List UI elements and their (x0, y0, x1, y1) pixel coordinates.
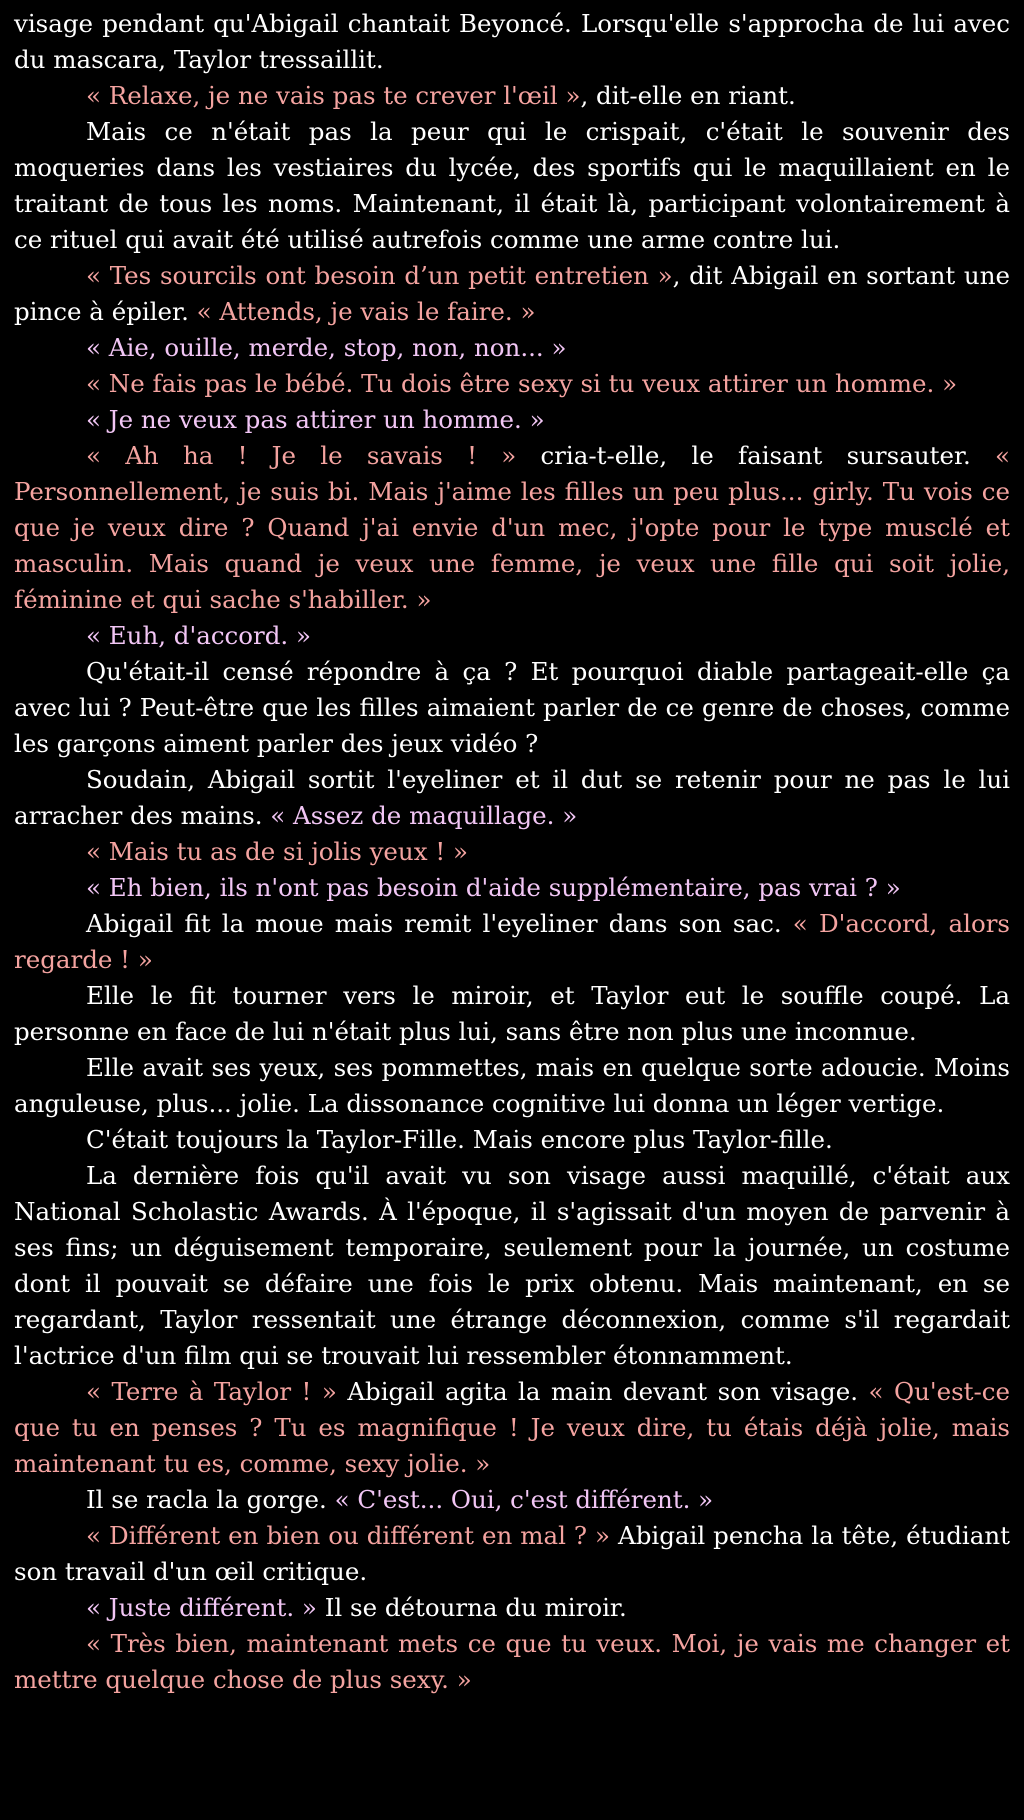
abigail-dialogue: « Attends, je vais le faire. » (196, 297, 536, 326)
abigail-dialogue: « Mais tu as de si jolis yeux ! » (86, 837, 468, 866)
paragraph (14, 6, 1010, 78)
paragraph (14, 978, 1010, 1050)
paragraph (14, 834, 1010, 870)
paragraph (14, 258, 1010, 330)
narration-text: visage pendant qu'Abigail chantait Beyoncé. Lorsqu'elle s'approcha de lui avec du mascara, Taylor tressaillit. (14, 9, 1010, 74)
paragraph (14, 1518, 1010, 1590)
narration-text: , dit-elle en riant. (580, 81, 796, 110)
narration-text: Abigail pencha la tête, étudiant son travail d'un œil critique. (14, 1521, 1010, 1586)
narration-text: C'était toujours la Taylor-Fille. Mais encore plus Taylor-fille. (86, 1125, 833, 1154)
taylor-dialogue: « C'est... Oui, c'est différent. » (334, 1485, 714, 1514)
paragraph (14, 438, 1010, 618)
narration-text: Elle avait ses yeux, ses pommettes, mais en quelque sorte adoucie. Moins anguleuse, plus... jolie. La dissonance cognitive lui donna un léger vertige. (14, 1053, 1010, 1118)
abigail-dialogue: « Très bien, maintenant mets ce que tu veux. Moi, je vais me changer et mettre quelque chose de plus sexy. » (14, 1629, 1010, 1694)
abigail-dialogue: « Qu'est-ce que tu en penses ? Tu es magnifique ! Je veux dire, tu étais déjà jolie, mais maintenant tu es, comme, sexy jolie. » (14, 1377, 1010, 1478)
narration-text: Il se racla la gorge. (86, 1485, 335, 1514)
taylor-dialogue: « Assez de maquillage. » (270, 801, 578, 830)
paragraph (14, 1122, 1010, 1158)
paragraph (14, 870, 1010, 906)
narration-text: La dernière fois qu'il avait vu son visage aussi maquillé, c'était aux National Scholastic Awards. À l'époque, il s'agissait d'un moyen de parvenir à ses fins; un déguisement temporaire, seulement pour la journée, un costume dont il pouvait se défaire une fois le prix obtenu. Mais maintenant, en se regardant, Taylor ressentait une étrange déconnexion, comme s'il regardait l'actrice d'un film qui se trouvait lui ressembler étonnamment. (14, 1161, 1010, 1370)
paragraph (14, 906, 1010, 978)
narration-text: Mais ce n'était pas la peur qui le crispait, c'était le souvenir des moqueries dans les vestiaires du lycée, des sportifs qui le maquillaient en le traitant de tous les noms. Maintenant, il était là, participant volontairement à ce rituel qui avait été utilisé autrefois comme une arme contre lui. (14, 117, 1010, 254)
paragraph (14, 1050, 1010, 1122)
abigail-dialogue: « Relaxe, je ne vais pas te crever l'œil » (86, 81, 581, 110)
paragraph (14, 1626, 1010, 1698)
abigail-dialogue: « Personnellement, je suis bi. Mais j'aime les filles un peu plus... girly. Tu vois ce que je veux dire ? Quand j'ai envie d'un mec, j'opte pour le type musclé et masculin. Mais quand je veux une femme, je veux une fille qui soit jolie, féminine et qui sache s'habiller. » (14, 441, 1010, 614)
paragraph (14, 330, 1010, 366)
narration-text: Abigail fit la moue mais remit l'eyeliner dans son sac. (86, 909, 793, 938)
narration-text: Soudain, Abigail sortit l'eyeliner et il dut se retenir pour ne pas le lui arracher des mains. (14, 765, 1010, 830)
narration-text: cria-t-elle, le faisant sursauter. (516, 441, 995, 470)
paragraph (14, 114, 1010, 258)
paragraph (14, 402, 1010, 438)
paragraph (14, 1374, 1010, 1482)
narration-text: , dit Abigail en sortant une pince à épiler. (14, 261, 1010, 326)
abigail-dialogue: « Différent en bien ou différent en mal ? » (86, 1521, 611, 1550)
paragraph (14, 78, 1010, 114)
abigail-dialogue: « D'accord, alors regarde ! » (14, 909, 1010, 974)
narration-text: Elle le fit tourner vers le miroir, et Taylor eut le souffle coupé. La personne en face de lui n'était plus lui, sans être non plus une inconnue. (14, 981, 1010, 1046)
paragraph (14, 1482, 1010, 1518)
taylor-dialogue: « Je ne veux pas attirer un homme. » (86, 405, 545, 434)
paragraph (14, 654, 1010, 762)
narration-text: Qu'était-il censé répondre à ça ? Et pourquoi diable partageait-elle ça avec lui ? Peut-être que les filles aimaient parler de ce genre de choses, comme les garçons aiment parler des jeux vidéo ? (14, 657, 1010, 758)
paragraph (14, 762, 1010, 834)
abigail-dialogue: « Tes sourcils ont besoin d’un petit entretien » (86, 261, 673, 290)
taylor-dialogue: « Euh, d'accord. » (86, 621, 311, 650)
paragraph (14, 366, 1010, 402)
abigail-dialogue: « Ne fais pas le bébé. Tu dois être sexy si tu veux attirer un homme. » (86, 369, 958, 398)
narration-text: Il se détourna du miroir. (316, 1593, 627, 1622)
narration-text: Abigail agita la main devant son visage. (336, 1377, 869, 1406)
paragraph (14, 1590, 1010, 1626)
abigail-dialogue: « Terre à Taylor ! » (86, 1377, 337, 1406)
taylor-dialogue: « Eh bien, ils n'ont pas besoin d'aide supplémentaire, pas vrai ? » (86, 873, 901, 902)
abigail-dialogue: « Ah ha ! Je le savais ! » (86, 441, 517, 470)
taylor-dialogue: « Juste différent. » (86, 1593, 317, 1622)
taylor-dialogue: « Aie, ouille, merde, stop, non, non... » (86, 333, 567, 362)
paragraph (14, 1158, 1010, 1374)
paragraph (14, 618, 1010, 654)
